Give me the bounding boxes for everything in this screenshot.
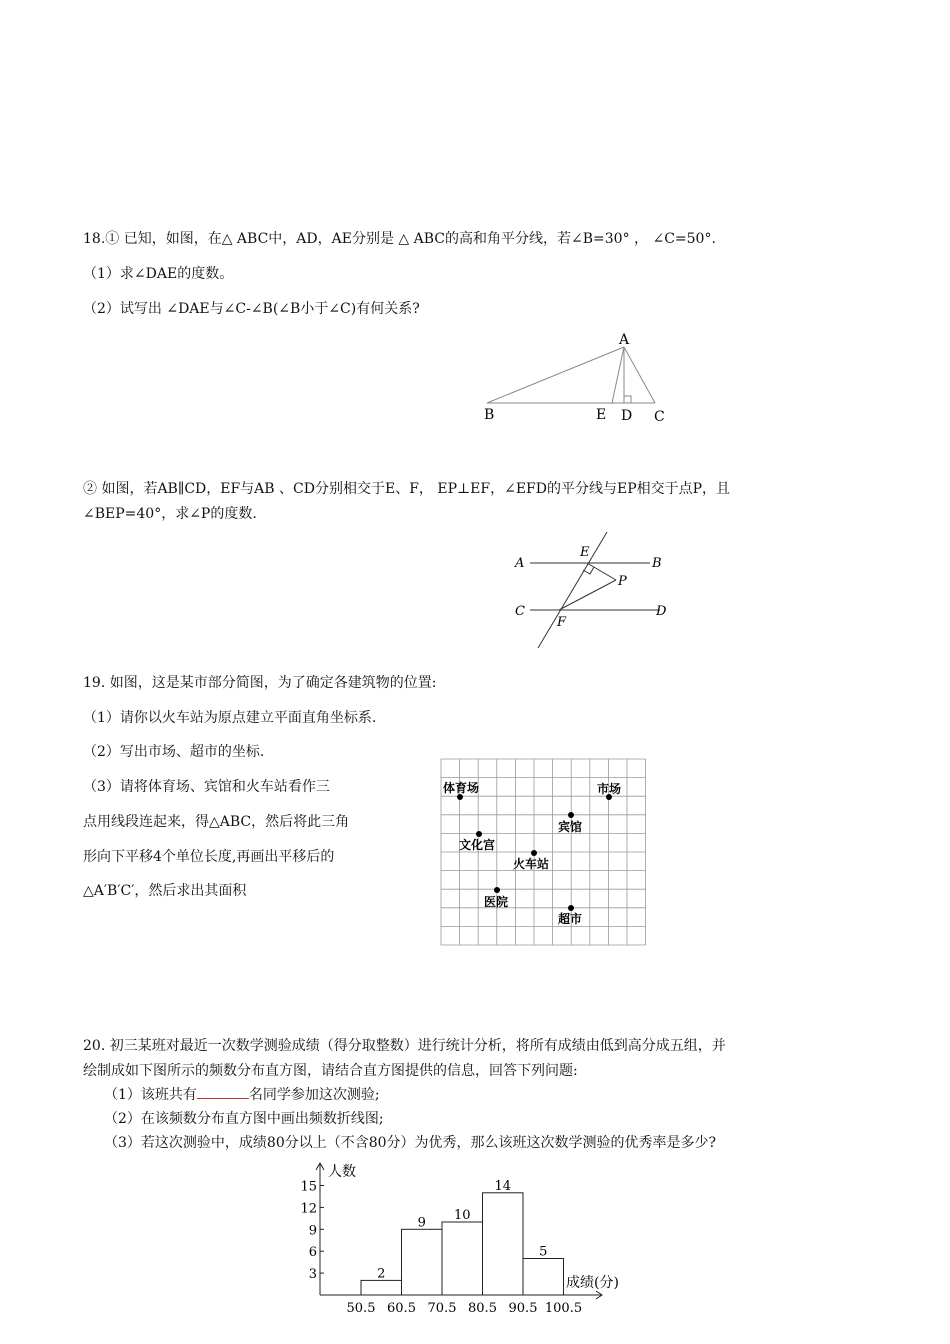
q20-sub2: （2）在该频数分布直方图中画出频数折线图;: [104, 1111, 384, 1127]
map-label-hospital: 医院: [484, 895, 509, 909]
y-axis-label: 人数: [328, 1164, 356, 1180]
fig2-label-a: A: [515, 556, 525, 571]
parallel-lines-figure: [510, 530, 680, 655]
fig1-label-c: C: [654, 409, 665, 425]
fig1-label-b: B: [484, 407, 495, 423]
fig2-label-f: F: [557, 615, 567, 630]
bar-value-label: 5: [539, 1244, 548, 1260]
triangle-figure: [470, 325, 690, 435]
x-tick-label: 50.5: [346, 1301, 376, 1316]
fig2-label-c: C: [515, 604, 525, 619]
answer-blank: [197, 1086, 249, 1099]
y-tick-label: 9: [308, 1223, 317, 1239]
q19-sub3-b: 点用线段连起来，得△ABC，然后将此三角: [83, 814, 350, 830]
q19-sub3-d: △A′B′C′，然后求出其面积: [83, 883, 247, 899]
x-tick-label: 70.5: [427, 1301, 457, 1316]
map-label-market: 市场: [597, 782, 622, 796]
q19-sub1: （1）请你以火车站为原点建立平面直角坐标系.: [83, 710, 377, 726]
q18-stem: 18.① 已知，如图，在△ ABC中，AD，AE分别是 △ ABC的高和角平分线，若∠B=30° ， ∠C=50°.: [83, 231, 716, 247]
fig2-label-e: E: [580, 545, 590, 560]
histogram-bar: [523, 1259, 564, 1296]
y-tick-label: 3: [308, 1267, 317, 1283]
q20-sub1-suffix: 名同学参加这次测验;: [248, 1087, 380, 1103]
frequency-histogram: [290, 1158, 630, 1318]
q18-sub1: （1）求∠DAE的度数。: [83, 266, 234, 282]
q20-stem-line1: 20. 初三某班对最近一次数学测验成绩（得分取整数）进行统计分析，将所有成绩由低到高分成五组，并: [83, 1038, 726, 1054]
q18-sub2: （2）试写出 ∠DAE与∠C-∠B(∠B小于∠C)有何关系?: [83, 301, 420, 317]
fig1-label-e: E: [596, 407, 607, 423]
y-tick-label: 6: [308, 1245, 317, 1261]
map-label-train-station: 火车站: [513, 857, 550, 871]
x-tick-label: 80.5: [468, 1301, 497, 1316]
histogram-bar: [442, 1222, 483, 1295]
bar-value-label: 10: [453, 1208, 471, 1223]
y-tick-label: 12: [300, 1201, 317, 1217]
fig1-label-a: A: [619, 332, 630, 348]
bar-value-label: 9: [417, 1215, 426, 1231]
q18-part2-line2: ∠BEP=40°，求∠P的度数.: [83, 506, 257, 522]
fig2-label-d: D: [656, 604, 667, 619]
q19-sub3-a: （3）请将体育场、宾馆和火车站看作三: [83, 779, 330, 795]
histogram-bar: [402, 1229, 443, 1295]
q18-part2-line1: ② 如图，若AB∥CD，EF与AB 、CD分别相交于E、F， EP⊥EF，∠EFD的平分线与EP相交于点P，且: [83, 481, 731, 497]
fig2-label-b: B: [652, 556, 662, 571]
y-tick-label: 15: [300, 1179, 317, 1195]
bar-value-label: 14: [494, 1178, 512, 1194]
map-label-supermarket: 超市: [558, 912, 583, 926]
bar-value-label: 2: [377, 1266, 386, 1282]
map-label-stadium: 体育场: [443, 781, 480, 795]
map-label-culture-palace: 文化宫: [459, 838, 496, 852]
x-tick-label: 90.5: [508, 1301, 538, 1316]
q19-stem: 19. 如图，这是某市部分简图，为了确定各建筑物的位置:: [83, 675, 437, 691]
q20-sub1-prefix: （1）该班共有: [104, 1087, 197, 1103]
map-label-hotel: 宾馆: [558, 820, 583, 834]
q20-sub3: （3）若这次测验中，成绩80分以上（不含80分）为优秀，那么该班这次数学测验的优秀率是多少?: [104, 1135, 717, 1151]
fig1-label-d: D: [621, 408, 633, 424]
q19-sub3-c: 形向下平移4个单位长度,再画出平移后的: [83, 849, 335, 865]
q19-sub2: （2）写出市场、超市的坐标.: [83, 744, 265, 760]
q20-sub1: [104, 1086, 380, 1104]
city-map-grid: [440, 758, 648, 944]
x-axis-label: 成绩(分): [566, 1275, 619, 1291]
x-tick-label: 60.5: [387, 1301, 416, 1316]
fig2-label-p: P: [618, 574, 627, 589]
q20-stem-line2: 绘制成如下图所示的频数分布直方图，请结合直方图提供的信息，回答下列问题:: [83, 1063, 578, 1079]
histogram-bar: [361, 1280, 402, 1295]
x-tick-label: 100.5: [544, 1301, 583, 1316]
histogram-bar: [483, 1193, 524, 1295]
